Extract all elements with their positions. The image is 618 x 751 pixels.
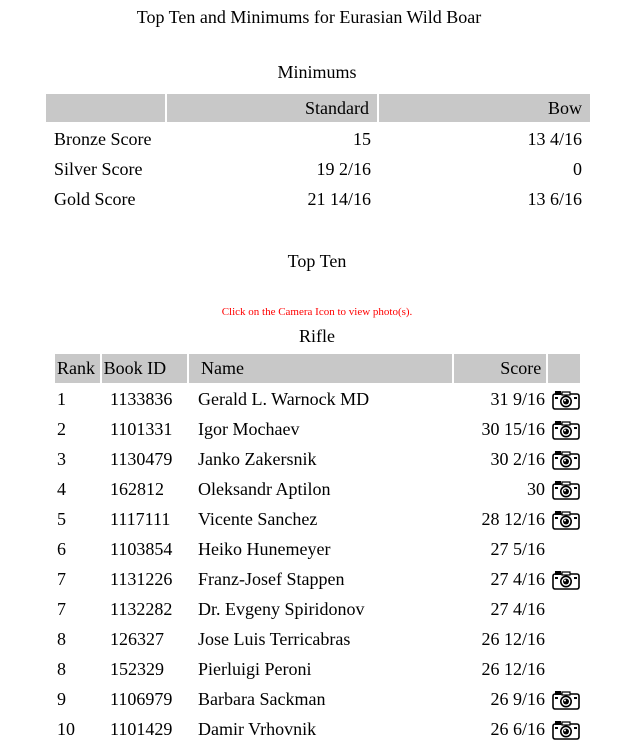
rifle-photo-cell: [552, 714, 580, 744]
page-title: Top Ten and Minimums for Eurasian Wild Boar: [136, 7, 482, 27]
camera-icon[interactable]: [552, 389, 580, 409]
rifle-row: [55, 504, 580, 534]
minimums-header-standard: Standard: [167, 94, 377, 122]
rifle-header-name: Name: [189, 354, 452, 383]
rifle-rank: 1: [57, 389, 66, 409]
minimums-header-bow: Bow: [379, 94, 590, 122]
rifle-heading: Rifle: [299, 326, 335, 346]
rifle-hunter-name: Pierluigi Peroni: [198, 659, 312, 679]
camera-icon[interactable]: [552, 479, 580, 499]
rifle-score: 26 12/16: [481, 659, 545, 679]
camera-note: Click on the Camera Icon to view photo(s).: [221, 306, 413, 318]
camera-icon[interactable]: [552, 509, 580, 529]
rifle-book-id: 162812: [110, 479, 164, 499]
rifle-header-score: Score: [454, 354, 546, 383]
rifle-photo-cell: [552, 534, 580, 564]
minimums-bow-score: 13 6/16: [527, 189, 582, 209]
rifle-rank: 4: [57, 479, 66, 499]
minimums-header-row: [46, 94, 590, 122]
minimums-bow-score: 0: [573, 159, 582, 179]
rifle-score: 27 4/16: [490, 569, 545, 589]
minimums-row-label: Gold Score: [54, 189, 136, 209]
rifle-book-id: 1130479: [110, 449, 173, 469]
rifle-hunter-name: Barbara Sackman: [198, 689, 326, 709]
rifle-book-id: 1132282: [110, 599, 173, 619]
top-ten-heading: Top Ten: [287, 251, 347, 271]
rifle-score: 31 9/16: [490, 389, 545, 409]
minimums-table: [46, 94, 590, 214]
rifle-header-camera: [548, 354, 580, 383]
rifle-row: [55, 474, 580, 504]
rifle-row: [55, 414, 580, 444]
minimums-row-label: Silver Score: [54, 159, 143, 179]
rifle-row: [55, 444, 580, 474]
rifle-row: [55, 594, 580, 624]
rifle-rank: 5: [57, 509, 66, 529]
rifle-score: 30: [527, 479, 545, 499]
rifle-hunter-name: Oleksandr Aptilon: [198, 479, 331, 499]
rifle-photo-cell: [552, 384, 580, 414]
rifle-book-id: 126327: [110, 629, 164, 649]
camera-icon[interactable]: [552, 449, 580, 469]
rifle-score: 26 12/16: [481, 629, 545, 649]
rifle-header-rank: Rank: [55, 354, 100, 383]
camera-icon[interactable]: [552, 569, 580, 589]
rifle-photo-cell: [552, 684, 580, 714]
rifle-hunter-name: Dr. Evgeny Spiridonov: [198, 599, 365, 619]
rifle-photo-cell: [552, 414, 580, 444]
rifle-score: 27 5/16: [490, 539, 545, 559]
rifle-hunter-name: Igor Mochaev: [198, 419, 300, 439]
rifle-row: [55, 534, 580, 564]
rifle-hunter-name: Gerald L. Warnock MD: [198, 389, 370, 409]
rifle-hunter-name: Franz-Josef Stappen: [198, 569, 345, 589]
rifle-score: 28 12/16: [481, 509, 545, 529]
rifle-photo-cell: [552, 474, 580, 504]
rifle-rank: 8: [57, 629, 66, 649]
rifle-photo-cell: [552, 624, 580, 654]
camera-icon[interactable]: [552, 719, 580, 739]
minimums-standard-score: 19 2/16: [316, 159, 371, 179]
rifle-book-id: 1117111: [110, 509, 171, 529]
rifle-hunter-name: Jose Luis Terricabras: [198, 629, 351, 649]
minimums-row: [46, 124, 590, 154]
minimums-heading: Minimums: [277, 62, 357, 82]
rifle-row: [55, 714, 580, 744]
rifle-hunter-name: Vicente Sanchez: [198, 509, 318, 529]
rifle-hunter-name: Janko Zakersnik: [198, 449, 317, 469]
rifle-row: [55, 654, 580, 684]
minimums-bow-score: 13 4/16: [527, 129, 582, 149]
minimums-header-label: [46, 94, 165, 122]
rifle-score: 27 4/16: [490, 599, 545, 619]
rifle-row: [55, 384, 580, 414]
rifle-row: [55, 564, 580, 594]
rifle-photo-cell: [552, 444, 580, 474]
rifle-rank: 9: [57, 689, 66, 709]
rifle-table: [55, 354, 580, 744]
minimums-rows: [46, 124, 590, 214]
rifle-book-id: 1106979: [110, 689, 173, 709]
minimums-standard-score: 15: [353, 129, 371, 149]
camera-icon[interactable]: [552, 689, 580, 709]
rifle-book-id: 1131226: [110, 569, 173, 589]
rifle-rank: 7: [57, 569, 66, 589]
rifle-rank: 6: [57, 539, 66, 559]
camera-icon[interactable]: [552, 419, 580, 439]
rifle-header-book-id: Book ID: [102, 354, 187, 383]
rifle-header-row: [55, 354, 580, 383]
minimums-standard-score: 21 14/16: [307, 189, 371, 209]
rifle-book-id: 1101331: [110, 419, 173, 439]
rifle-photo-cell: [552, 504, 580, 534]
rifle-book-id: 152329: [110, 659, 164, 679]
rifle-photo-cell: [552, 594, 580, 624]
rifle-row: [55, 684, 580, 714]
rifle-book-id: 1103854: [110, 539, 173, 559]
rifle-hunter-name: Damir Vrhovnik: [198, 719, 317, 739]
rifle-score: 26 6/16: [490, 719, 545, 739]
rifle-hunter-name: Heiko Hunemeyer: [198, 539, 331, 559]
rifle-row: [55, 624, 580, 654]
minimums-row-label: Bronze Score: [54, 129, 152, 149]
rifle-photo-cell: [552, 564, 580, 594]
rifle-rank: 8: [57, 659, 66, 679]
rifle-score: 30 2/16: [490, 449, 545, 469]
rifle-rank: 3: [57, 449, 66, 469]
rifle-rank: 10: [57, 719, 75, 739]
rifle-book-id: 1101429: [110, 719, 173, 739]
rifle-rows: [55, 384, 580, 744]
minimums-row: [46, 184, 590, 214]
rifle-book-id: 1133836: [110, 389, 173, 409]
rifle-score: 30 15/16: [481, 419, 545, 439]
rifle-score: 26 9/16: [490, 689, 545, 709]
rifle-rank: 7: [57, 599, 66, 619]
minimums-row: [46, 154, 590, 184]
rifle-rank: 2: [57, 419, 66, 439]
rifle-photo-cell: [552, 654, 580, 684]
